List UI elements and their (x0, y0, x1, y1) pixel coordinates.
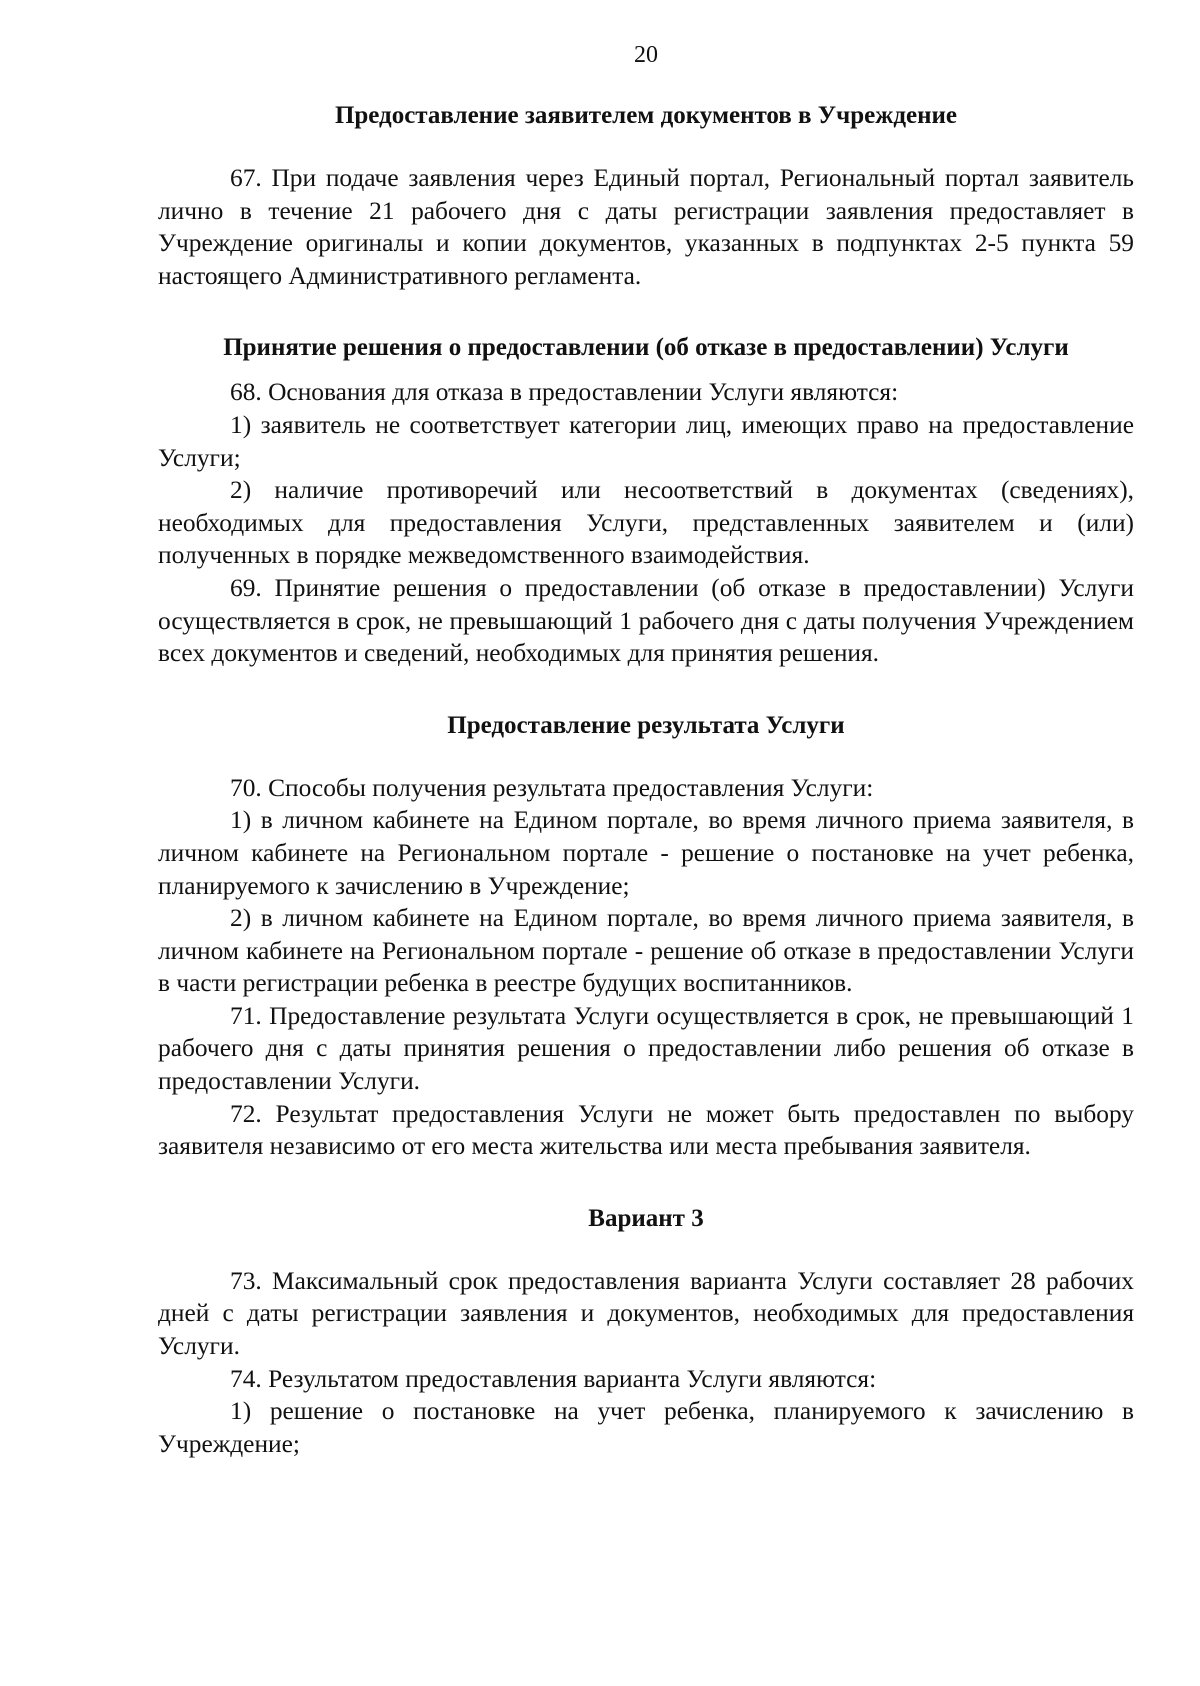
section-heading-variant-3: Вариант 3 (588, 1204, 704, 1232)
paragraph-73: 73. Максимальный срок предоставления варианта Услуги составляет 28 рабочих дней с даты регистрации заявления и документов, необходимых для предоставления Услуги. (158, 1266, 1134, 1361)
paragraph-70-item-2: 2) в личном кабинете на Едином портале, во время личного приема заявителя, в личном кабинете на Региональном портале - решение об отказе в предоставлении Услуги в части регистрации ребенка в реестре будущих воспитанников. (158, 904, 1134, 998)
paragraph-67: 67. При подаче заявления через Единый портал, Региональный портал заявитель лично в течение 21 рабочего дня с даты регистрации заявления предоставляет в Учреждение оригиналы и копии документов, указанных в подпунктах 2-5 пункта 59 настоящего Административного регламента. (158, 164, 1134, 290)
paragraph-72: 72. Результат предоставления Услуги не может быть предоставлен по выбору заявителя независимо от его места жительства или места пребывания заявителя. (158, 1099, 1134, 1161)
paragraph-71: 71. Предоставление результата Услуги осуществляется в срок, не превышающий 1 рабочего дня с даты принятия решения о предоставлении либо решения об отказе в предоставлении Услуги. (158, 1001, 1134, 1096)
paragraph-74-item-1: 1) решение о постановке на учет ребенка, планируемого к зачислению в Учреждение; (158, 1397, 1134, 1458)
paragraph-69: 69. Принятие решения о предоставлении (об отказе в предоставлении) Услуги осуществляется в срок, не превышающий 1 рабочего дня с даты получения Учреждением всех документов и сведений, необходимых для принятия решения. (158, 573, 1134, 668)
paragraph-68: 68. Основания для отказа в предоставлении Услуги являются: (230, 378, 899, 407)
paragraph-74: 74. Результатом предоставления варианта Услуги являются: (230, 1364, 877, 1393)
paragraph-70-item-1: 1) в личном кабинете на Едином портале, во время личного приема заявителя, в личном кабинете на Региональном портале - решение о постановке на учет ребенка, планируемого к зачислению в Учреждение; (158, 806, 1134, 900)
section-heading-decision: Принятие решения о предоставлении (об отказе в предоставлении) Услуги (223, 334, 1069, 362)
document-page (158, 40, 1134, 1460)
paragraph-68-item-1: 1) заявитель не соответствует категории лиц, имеющих право на предоставление Услуги; (158, 410, 1134, 472)
page-number: 20 (634, 42, 658, 68)
section-heading-result: Предоставление результата Услуги (447, 711, 845, 739)
paragraph-70: 70. Способы получения результата предоставления Услуги: (230, 773, 874, 802)
paragraph-68-item-2: 2) наличие противоречий или несоответствий в документах (сведениях), необходимых для предоставления Услуги, представленных заявителем и (или) полученных в порядке межведомственного взаимодействия. (158, 476, 1134, 570)
section-heading-documents: Предоставление заявителем документов в Учреждение (334, 102, 958, 129)
